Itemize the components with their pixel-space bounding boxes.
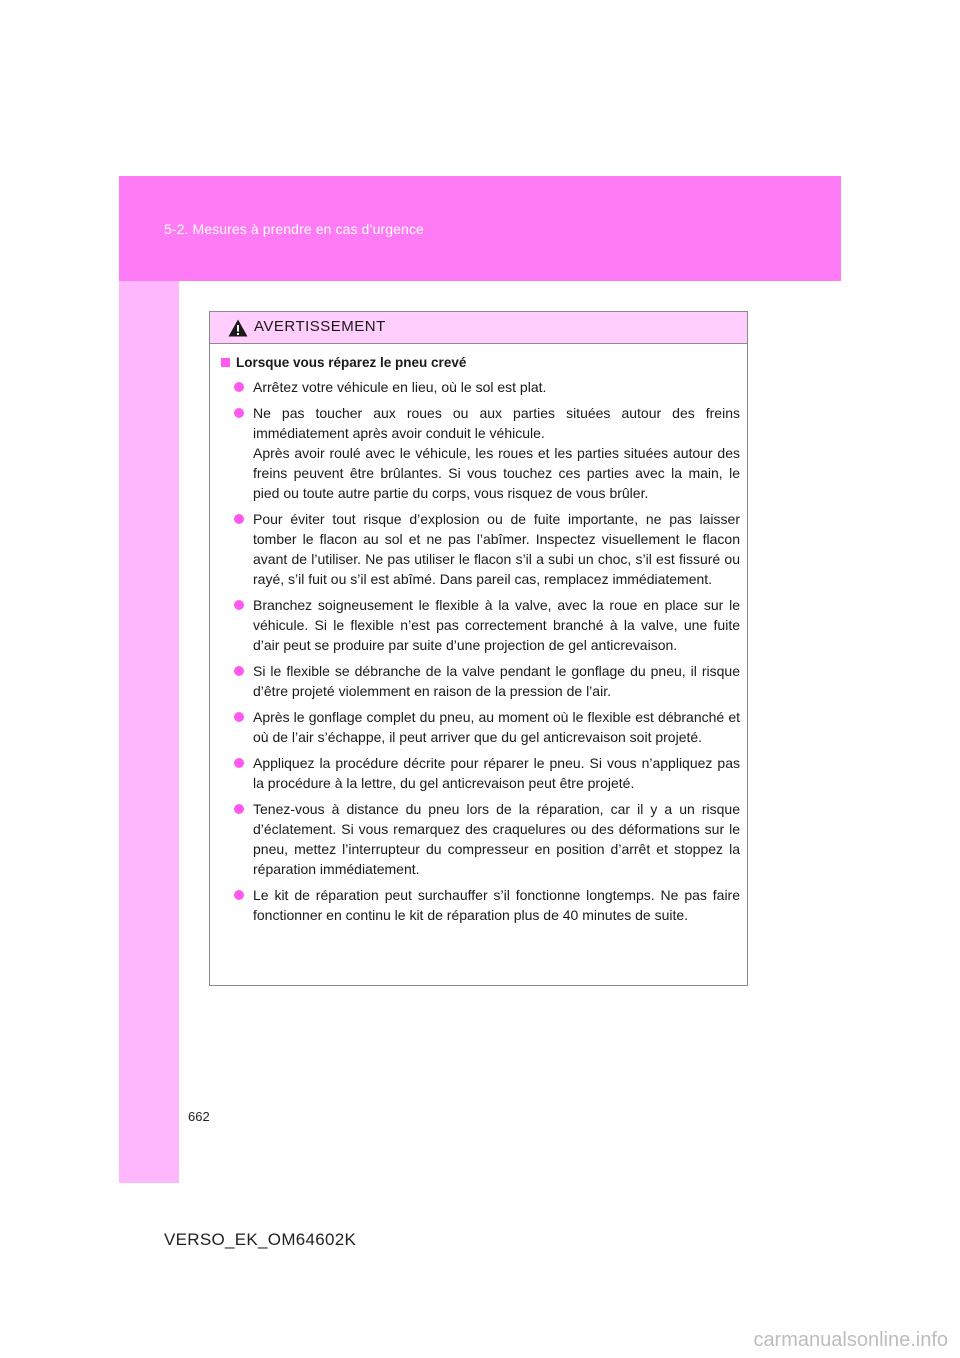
warning-item-text: Branchez soigneusement le flexible à la valve, avec la roue en place sur le véhicule. Si le flexible n’est pas correctement branché à la valve, une fuite d’air peut se produire par suite d’une projection de gel anticrevaison. bbox=[253, 597, 740, 653]
round-bullet-icon bbox=[234, 666, 244, 676]
warning-item bbox=[231, 753, 740, 793]
round-bullet-icon bbox=[234, 890, 244, 900]
warning-body bbox=[210, 344, 747, 925]
square-bullet-icon bbox=[221, 358, 230, 367]
side-band bbox=[119, 281, 179, 1183]
warning-box bbox=[209, 311, 748, 986]
warning-item-text: Arrêtez votre véhicule en lieu, où le sol est plat. bbox=[253, 379, 547, 395]
warning-item bbox=[231, 509, 740, 589]
warning-subheading-text: Lorsque vous réparez le pneu crevé bbox=[236, 355, 467, 370]
warning-item bbox=[231, 377, 740, 397]
warning-item-text: Pour éviter tout risque d’explosion ou de fuite importante, ne pas laisser tomber le flacon au sol et ne pas l’abîmer. Inspectez visuellement le flacon avant de l’utiliser. Ne pas utiliser le flacon s’il a subi un choc, s’il est fissuré ou rayé, s’il fuit ou s’il est abîmé. Dans pareil cas, remplacez immédiatement. bbox=[253, 511, 740, 587]
round-bullet-icon bbox=[234, 758, 244, 768]
round-bullet-icon bbox=[234, 382, 244, 392]
page-number: 662 bbox=[188, 1109, 210, 1124]
warning-subheading bbox=[221, 355, 741, 370]
section-title: 5-2. Mesures à prendre en cas d’urgence bbox=[164, 221, 424, 237]
warning-item bbox=[231, 885, 740, 925]
warning-item bbox=[231, 707, 740, 747]
warning-item-text: Si le flexible se débranche de la valve pendant le gonflage du pneu, il risque d’être projeté violemment en raison de la pression de l’air. bbox=[253, 663, 740, 699]
warning-item-text: Ne pas toucher aux roues ou aux parties situées autour des freins immédiatement après avoir conduit le véhicule. bbox=[253, 405, 740, 441]
warning-item bbox=[231, 403, 740, 503]
document-id: VERSO_EK_OM64602K bbox=[164, 1230, 357, 1249]
warning-item-text: Après le gonflage complet du pneu, au moment où le flexible est débranché et où de l’air s’échappe, il peut arriver que du gel anticrevaison soit projeté. bbox=[253, 709, 740, 745]
round-bullet-icon bbox=[234, 514, 244, 524]
round-bullet-icon bbox=[234, 408, 244, 418]
warning-triangle-icon bbox=[228, 319, 248, 337]
round-bullet-icon bbox=[234, 600, 244, 610]
warning-item-text: Le kit de réparation peut surchauffer s’il fonctionne longtemps. Ne pas faire fonctionner en continu le kit de réparation plus de 40 minutes de suite. bbox=[253, 887, 740, 923]
round-bullet-icon bbox=[234, 804, 244, 814]
watermark-link[interactable]: carmanualsonline.info bbox=[753, 1329, 948, 1351]
warning-item bbox=[231, 595, 740, 655]
warning-header bbox=[210, 312, 747, 344]
warning-item-text: Appliquez la procédure décrite pour réparer le pneu. Si vous n’appliquez pas la procédure à la lettre, du gel anticrevaison peut être projeté. bbox=[253, 755, 740, 791]
warning-title: AVERTISSEMENT bbox=[254, 318, 386, 335]
warning-item bbox=[231, 661, 740, 701]
warning-item bbox=[231, 799, 740, 879]
warning-item-text: Tenez-vous à distance du pneu lors de la réparation, car il y a un risque d’éclatement. Si vous remarquez des craquelures ou des déformations sur le pneu, mettez l’interrupteur du compresseur en position d’arrêt et stoppez la réparation immédiatement. bbox=[253, 801, 740, 877]
warning-item-text-continued: Après avoir roulé avec le véhicule, les roues et les parties situées autour des freins peuvent être brûlantes. Si vous touchez ces parties avec la main, le pied ou toute autre partie du corps, vous risquez de vous brûler. bbox=[253, 445, 740, 501]
round-bullet-icon bbox=[234, 712, 244, 722]
